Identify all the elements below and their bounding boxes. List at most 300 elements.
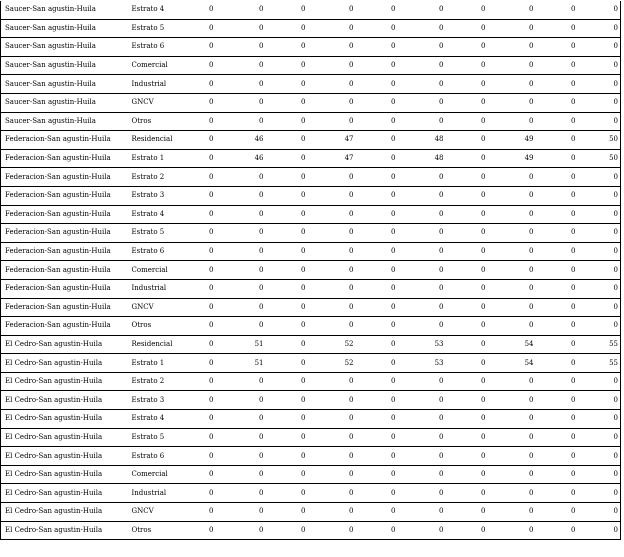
value-cell: 0 [536, 503, 578, 522]
value-cell: 0 [488, 484, 536, 503]
value-cell: 0 [488, 38, 536, 57]
value-cell: 0 [446, 465, 488, 484]
value-cell: 0 [216, 298, 266, 317]
table-row [1, 112, 621, 131]
value-cell: 0 [266, 391, 308, 410]
value-cell: 0 [398, 19, 446, 38]
value-cell: 0 [308, 484, 356, 503]
value-cell: 50 [578, 149, 621, 168]
value-cell: 51 [216, 354, 266, 373]
value-cell: 0 [193, 484, 216, 503]
value-cell: 0 [446, 484, 488, 503]
value-cell: 0 [308, 224, 356, 243]
category-cell: Estrato 5 [130, 428, 193, 447]
value-cell: 0 [398, 186, 446, 205]
value-cell: 0 [266, 186, 308, 205]
value-cell: 0 [266, 298, 308, 317]
value-cell: 0 [488, 410, 536, 429]
location-cell: El Cedro-San agustin-Huila [1, 465, 130, 484]
value-cell: 0 [446, 372, 488, 391]
value-cell: 0 [266, 279, 308, 298]
value-cell: 0 [398, 205, 446, 224]
value-cell: 0 [308, 1, 356, 19]
table-row [1, 354, 621, 373]
value-cell: 0 [398, 75, 446, 94]
value-cell: 0 [488, 205, 536, 224]
value-cell: 0 [216, 205, 266, 224]
value-cell: 0 [193, 1, 216, 19]
value-cell: 0 [578, 372, 621, 391]
location-cell: El Cedro-San agustin-Huila [1, 354, 130, 373]
value-cell: 0 [578, 410, 621, 429]
value-cell: 0 [356, 168, 398, 187]
value-cell: 0 [356, 242, 398, 261]
value-cell: 0 [216, 465, 266, 484]
value-cell: 0 [488, 224, 536, 243]
value-cell: 0 [488, 298, 536, 317]
table-row [1, 372, 621, 391]
value-cell: 0 [266, 112, 308, 131]
value-cell: 0 [193, 261, 216, 280]
value-cell: 0 [446, 298, 488, 317]
value-cell: 0 [308, 93, 356, 112]
value-cell: 0 [578, 521, 621, 540]
value-cell: 0 [266, 503, 308, 522]
value-cell: 0 [578, 224, 621, 243]
value-cell: 0 [266, 465, 308, 484]
value-cell: 0 [398, 168, 446, 187]
value-cell: 0 [356, 131, 398, 150]
location-cell: Federacion-San agustin-Huila [1, 261, 130, 280]
table-body [1, 1, 621, 540]
value-cell: 0 [308, 372, 356, 391]
value-cell: 0 [446, 261, 488, 280]
value-cell: 55 [578, 335, 621, 354]
category-cell: Estrato 4 [130, 1, 193, 19]
location-cell: Federacion-San agustin-Huila [1, 168, 130, 187]
table-row [1, 428, 621, 447]
value-cell: 0 [216, 93, 266, 112]
table-row [1, 186, 621, 205]
table-row [1, 298, 621, 317]
value-cell: 0 [488, 391, 536, 410]
value-cell: 47 [308, 149, 356, 168]
value-cell: 0 [266, 75, 308, 94]
table-row [1, 484, 621, 503]
value-cell: 0 [193, 428, 216, 447]
value-cell: 0 [536, 372, 578, 391]
value-cell: 0 [216, 112, 266, 131]
value-cell: 0 [356, 224, 398, 243]
table-row [1, 38, 621, 57]
location-cell: Federacion-San agustin-Huila [1, 186, 130, 205]
value-cell: 0 [578, 93, 621, 112]
location-cell: El Cedro-San agustin-Huila [1, 503, 130, 522]
value-cell: 49 [488, 149, 536, 168]
value-cell: 49 [488, 131, 536, 150]
value-cell: 0 [266, 372, 308, 391]
value-cell: 46 [216, 131, 266, 150]
value-cell: 0 [216, 521, 266, 540]
value-cell: 0 [216, 391, 266, 410]
location-cell: Federacion-San agustin-Huila [1, 279, 130, 298]
value-cell: 0 [216, 56, 266, 75]
value-cell: 0 [356, 205, 398, 224]
value-cell: 0 [488, 503, 536, 522]
value-cell: 0 [308, 56, 356, 75]
value-cell: 0 [488, 521, 536, 540]
value-cell: 0 [216, 19, 266, 38]
value-cell: 0 [356, 317, 398, 336]
value-cell: 0 [193, 521, 216, 540]
value-cell: 0 [266, 149, 308, 168]
value-cell: 0 [266, 131, 308, 150]
value-cell: 0 [193, 186, 216, 205]
value-cell: 0 [356, 261, 398, 280]
value-cell: 0 [356, 447, 398, 466]
value-cell: 0 [308, 112, 356, 131]
value-cell: 0 [266, 19, 308, 38]
value-cell: 0 [488, 372, 536, 391]
value-cell: 0 [193, 19, 216, 38]
table-row [1, 242, 621, 261]
data-table [0, 1, 621, 540]
category-cell: Estrato 3 [130, 391, 193, 410]
value-cell: 0 [446, 410, 488, 429]
value-cell: 0 [193, 112, 216, 131]
value-cell: 0 [356, 354, 398, 373]
category-cell: GNCV [130, 298, 193, 317]
value-cell: 0 [266, 317, 308, 336]
value-cell: 0 [398, 391, 446, 410]
value-cell: 0 [308, 168, 356, 187]
value-cell: 0 [216, 317, 266, 336]
value-cell: 0 [193, 224, 216, 243]
category-cell: Estrato 4 [130, 410, 193, 429]
value-cell: 0 [216, 279, 266, 298]
value-cell: 0 [266, 447, 308, 466]
value-cell: 0 [536, 428, 578, 447]
location-cell: Federacion-San agustin-Huila [1, 224, 130, 243]
table-row [1, 19, 621, 38]
value-cell: 0 [488, 168, 536, 187]
value-cell: 0 [578, 298, 621, 317]
value-cell: 0 [398, 447, 446, 466]
value-cell: 0 [578, 112, 621, 131]
value-cell: 0 [446, 447, 488, 466]
value-cell: 0 [398, 261, 446, 280]
value-cell: 0 [446, 335, 488, 354]
value-cell: 0 [193, 205, 216, 224]
value-cell: 0 [488, 19, 536, 38]
value-cell: 0 [308, 521, 356, 540]
value-cell: 0 [398, 56, 446, 75]
table-row [1, 465, 621, 484]
table-row [1, 335, 621, 354]
value-cell: 0 [308, 38, 356, 57]
value-cell: 0 [266, 484, 308, 503]
value-cell: 0 [193, 335, 216, 354]
table-row [1, 503, 621, 522]
value-cell: 0 [446, 317, 488, 336]
category-cell: Comercial [130, 261, 193, 280]
value-cell: 0 [536, 149, 578, 168]
value-cell: 0 [536, 521, 578, 540]
table-row [1, 1, 621, 19]
value-cell: 52 [308, 354, 356, 373]
location-cell: El Cedro-San agustin-Huila [1, 521, 130, 540]
value-cell: 0 [578, 19, 621, 38]
category-cell: Comercial [130, 465, 193, 484]
value-cell: 0 [216, 428, 266, 447]
value-cell: 0 [356, 484, 398, 503]
value-cell: 0 [193, 149, 216, 168]
location-cell: El Cedro-San agustin-Huila [1, 335, 130, 354]
value-cell: 0 [488, 242, 536, 261]
value-cell: 0 [356, 503, 398, 522]
value-cell: 0 [266, 410, 308, 429]
table-row [1, 391, 621, 410]
value-cell: 0 [578, 1, 621, 19]
value-cell: 0 [356, 279, 398, 298]
value-cell: 54 [488, 335, 536, 354]
value-cell: 0 [536, 447, 578, 466]
value-cell: 0 [536, 242, 578, 261]
category-cell: GNCV [130, 93, 193, 112]
value-cell: 53 [398, 354, 446, 373]
value-cell: 0 [356, 465, 398, 484]
value-cell: 0 [446, 503, 488, 522]
value-cell: 0 [536, 93, 578, 112]
value-cell: 0 [216, 503, 266, 522]
value-cell: 0 [578, 428, 621, 447]
value-cell: 55 [578, 354, 621, 373]
value-cell: 0 [398, 410, 446, 429]
category-cell: Otros [130, 317, 193, 336]
value-cell: 0 [308, 279, 356, 298]
value-cell: 0 [266, 261, 308, 280]
value-cell: 0 [216, 484, 266, 503]
value-cell: 0 [446, 131, 488, 150]
value-cell: 0 [356, 372, 398, 391]
value-cell: 0 [216, 372, 266, 391]
value-cell: 0 [398, 112, 446, 131]
value-cell: 0 [193, 168, 216, 187]
value-cell: 0 [398, 465, 446, 484]
value-cell: 0 [308, 317, 356, 336]
category-cell: Industrial [130, 279, 193, 298]
value-cell: 0 [398, 521, 446, 540]
location-cell: El Cedro-San agustin-Huila [1, 447, 130, 466]
value-cell: 0 [446, 149, 488, 168]
value-cell: 0 [266, 205, 308, 224]
category-cell: Estrato 2 [130, 168, 193, 187]
value-cell: 0 [446, 391, 488, 410]
location-cell: Saucer-San agustin-Huila [1, 56, 130, 75]
category-cell: Estrato 6 [130, 242, 193, 261]
value-cell: 0 [193, 56, 216, 75]
value-cell: 0 [536, 391, 578, 410]
value-cell: 53 [398, 335, 446, 354]
value-cell: 0 [536, 335, 578, 354]
value-cell: 0 [356, 391, 398, 410]
category-cell: Estrato 2 [130, 372, 193, 391]
value-cell: 0 [446, 56, 488, 75]
value-cell: 0 [536, 1, 578, 19]
location-cell: Federacion-San agustin-Huila [1, 149, 130, 168]
value-cell: 0 [193, 391, 216, 410]
value-cell: 0 [216, 168, 266, 187]
value-cell: 0 [536, 112, 578, 131]
category-cell: Estrato 6 [130, 38, 193, 57]
value-cell: 0 [536, 410, 578, 429]
value-cell: 48 [398, 131, 446, 150]
value-cell: 0 [578, 465, 621, 484]
category-cell: Estrato 4 [130, 205, 193, 224]
value-cell: 0 [536, 38, 578, 57]
value-cell: 0 [193, 93, 216, 112]
value-cell: 0 [488, 279, 536, 298]
location-cell: Saucer-San agustin-Huila [1, 1, 130, 19]
location-cell: Saucer-San agustin-Huila [1, 75, 130, 94]
value-cell: 47 [308, 131, 356, 150]
value-cell: 0 [356, 410, 398, 429]
value-cell: 0 [398, 428, 446, 447]
value-cell: 0 [356, 56, 398, 75]
value-cell: 0 [536, 224, 578, 243]
value-cell: 0 [308, 447, 356, 466]
value-cell: 0 [308, 261, 356, 280]
value-cell: 0 [356, 112, 398, 131]
value-cell: 0 [356, 75, 398, 94]
value-cell: 0 [488, 186, 536, 205]
value-cell: 0 [216, 261, 266, 280]
value-cell: 0 [398, 279, 446, 298]
value-cell: 0 [266, 224, 308, 243]
location-cell: Federacion-San agustin-Huila [1, 317, 130, 336]
value-cell: 0 [398, 317, 446, 336]
value-cell: 0 [536, 186, 578, 205]
value-cell: 0 [266, 242, 308, 261]
value-cell: 0 [356, 186, 398, 205]
value-cell: 0 [536, 168, 578, 187]
value-cell: 0 [356, 298, 398, 317]
value-cell: 0 [446, 205, 488, 224]
value-cell: 0 [578, 317, 621, 336]
value-cell: 0 [536, 75, 578, 94]
value-cell: 0 [308, 465, 356, 484]
value-cell: 0 [488, 317, 536, 336]
value-cell: 48 [398, 149, 446, 168]
value-cell: 0 [216, 447, 266, 466]
table-row [1, 56, 621, 75]
value-cell: 0 [308, 391, 356, 410]
value-cell: 0 [266, 56, 308, 75]
value-cell: 0 [308, 75, 356, 94]
value-cell: 0 [446, 428, 488, 447]
value-cell: 0 [578, 484, 621, 503]
value-cell: 0 [356, 93, 398, 112]
value-cell: 0 [536, 298, 578, 317]
value-cell: 0 [266, 1, 308, 19]
value-cell: 0 [356, 149, 398, 168]
value-cell: 0 [308, 186, 356, 205]
value-cell: 0 [446, 186, 488, 205]
table-row [1, 205, 621, 224]
value-cell: 0 [536, 131, 578, 150]
value-cell: 0 [398, 1, 446, 19]
value-cell: 0 [578, 279, 621, 298]
category-cell: Residencial [130, 335, 193, 354]
location-cell: Federacion-San agustin-Huila [1, 242, 130, 261]
location-cell: El Cedro-San agustin-Huila [1, 428, 130, 447]
value-cell: 0 [578, 168, 621, 187]
category-cell: Residencial [130, 131, 193, 150]
value-cell: 0 [536, 56, 578, 75]
value-cell: 0 [266, 428, 308, 447]
value-cell: 0 [193, 279, 216, 298]
value-cell: 0 [446, 75, 488, 94]
value-cell: 0 [446, 1, 488, 19]
category-cell: Estrato 3 [130, 186, 193, 205]
value-cell: 0 [446, 224, 488, 243]
value-cell: 0 [356, 428, 398, 447]
category-cell: GNCV [130, 503, 193, 522]
value-cell: 0 [308, 242, 356, 261]
value-cell: 0 [536, 484, 578, 503]
value-cell: 0 [398, 242, 446, 261]
value-cell: 0 [266, 335, 308, 354]
table-row [1, 224, 621, 243]
value-cell: 0 [578, 261, 621, 280]
value-cell: 0 [578, 447, 621, 466]
value-cell: 0 [193, 503, 216, 522]
value-cell: 0 [578, 186, 621, 205]
value-cell: 0 [308, 205, 356, 224]
location-cell: Saucer-San agustin-Huila [1, 38, 130, 57]
category-cell: Estrato 6 [130, 447, 193, 466]
value-cell: 0 [193, 410, 216, 429]
value-cell: 0 [578, 391, 621, 410]
value-cell: 0 [446, 242, 488, 261]
value-cell: 0 [356, 521, 398, 540]
value-cell: 0 [193, 317, 216, 336]
value-cell: 0 [578, 56, 621, 75]
value-cell: 0 [266, 168, 308, 187]
location-cell: El Cedro-San agustin-Huila [1, 484, 130, 503]
value-cell: 0 [578, 503, 621, 522]
table-row [1, 93, 621, 112]
value-cell: 0 [536, 317, 578, 336]
value-cell: 0 [536, 354, 578, 373]
value-cell: 54 [488, 354, 536, 373]
value-cell: 0 [216, 1, 266, 19]
value-cell: 0 [488, 1, 536, 19]
table-row [1, 521, 621, 540]
value-cell: 0 [308, 298, 356, 317]
category-cell: Otros [130, 521, 193, 540]
value-cell: 0 [488, 428, 536, 447]
value-cell: 50 [578, 131, 621, 150]
value-cell: 0 [266, 521, 308, 540]
value-cell: 0 [488, 261, 536, 280]
value-cell: 0 [536, 19, 578, 38]
value-cell: 0 [398, 298, 446, 317]
value-cell: 0 [488, 465, 536, 484]
value-cell: 0 [216, 242, 266, 261]
table-row [1, 149, 621, 168]
category-cell: Estrato 1 [130, 354, 193, 373]
